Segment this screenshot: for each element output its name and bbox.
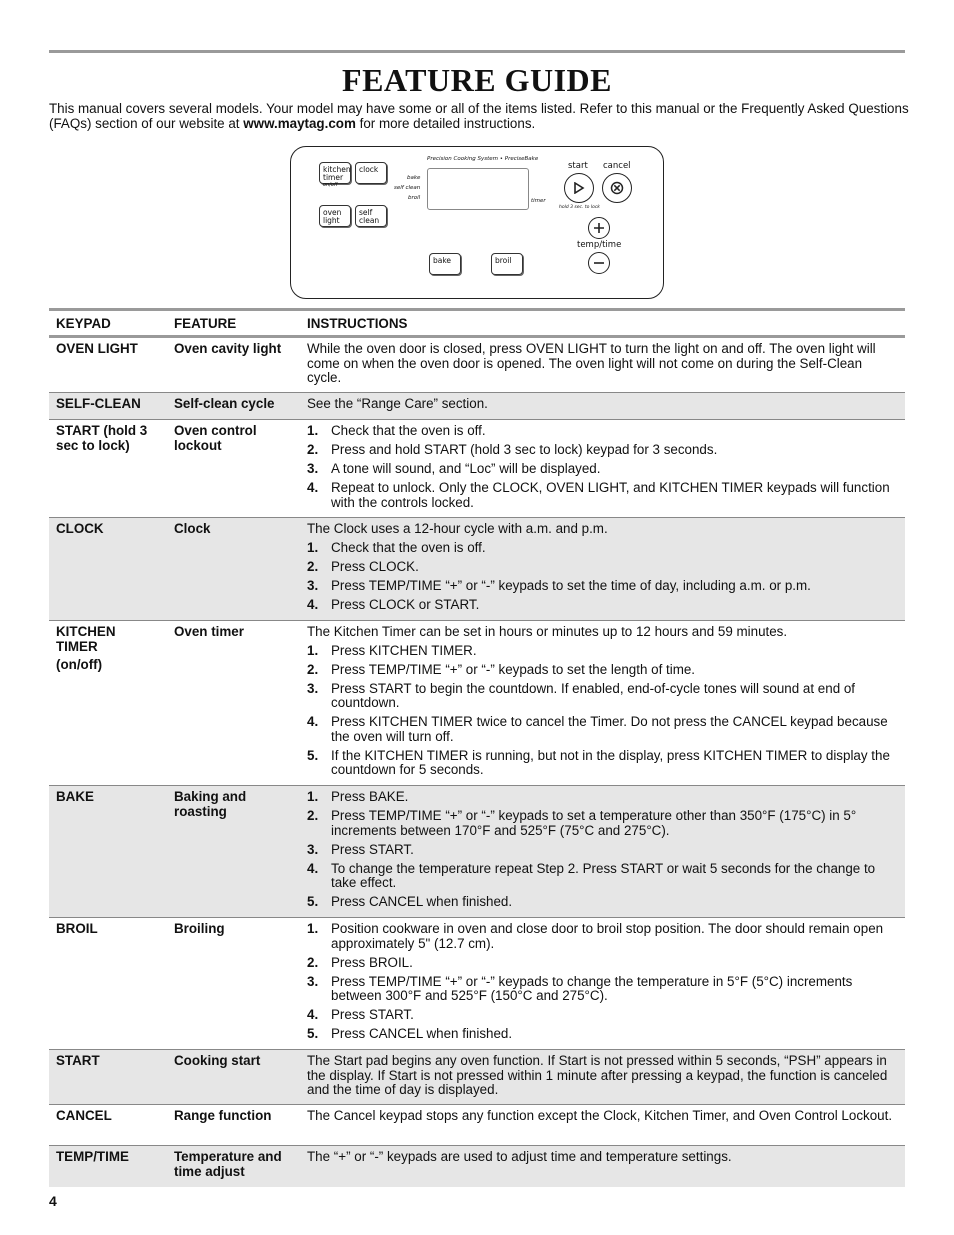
step-number: 3. [307, 841, 319, 857]
instructions-cell [307, 922, 899, 1046]
step-item [307, 424, 899, 439]
keypad-cell: BAKE [56, 789, 94, 804]
keypad-cell: CLOCK [56, 521, 104, 536]
keypad-cell: CANCEL [56, 1108, 112, 1123]
feature-cell: Clock [174, 521, 211, 536]
table-row [49, 918, 905, 1050]
keypad-cell [56, 625, 166, 673]
table-row [49, 420, 905, 518]
step-item [307, 715, 899, 744]
step-item [307, 790, 899, 805]
cancel-label: cancel [603, 161, 631, 171]
instructions-cell [307, 424, 899, 515]
temp-plus-key [588, 217, 610, 239]
temp-minus-key [588, 252, 610, 274]
step-number: 1. [307, 921, 319, 936]
step-number: 1. [307, 642, 319, 658]
step-number: 2. [307, 442, 319, 457]
temp-time-label: temp/time [577, 240, 622, 250]
step-text: Press START. [331, 1007, 414, 1022]
mode-broil-label: broil [408, 195, 421, 201]
step-number: 2. [307, 661, 319, 677]
feature-cell: Cooking start [174, 1053, 261, 1068]
mode-self-clean-label: self clean [394, 185, 421, 191]
cancel-icon [610, 181, 624, 195]
step-item [307, 644, 899, 659]
feature-cell: Oven control lockout [174, 423, 257, 453]
step-number: 3. [307, 577, 319, 593]
brand-line: Precision Cooking System • PreciseBake [427, 156, 539, 162]
step-item [307, 862, 899, 891]
step-number: 4. [307, 714, 319, 729]
minus-icon [593, 257, 605, 269]
table-row [49, 338, 905, 393]
kitchen-timer-key [319, 162, 351, 188]
feature-cell: Oven cavity light [174, 341, 282, 356]
feature-cell: Baking and roasting [174, 789, 247, 819]
instructions-cell [307, 397, 899, 416]
mode-bake-label: bake [407, 175, 421, 181]
kitchen-timer-key-sub: on/off [323, 182, 338, 188]
step-number: 4. [307, 480, 319, 495]
step-item [307, 1027, 899, 1042]
step-text: A tone will sound, and “Loc” will be displayed. [331, 461, 601, 476]
website-link: www.maytag.com [243, 115, 356, 131]
keypad-cell: BROIL [56, 921, 98, 936]
step-text: Press BAKE. [331, 789, 409, 804]
step-item [307, 922, 899, 951]
step-text: Press and hold START (hold 3 sec to lock) keypad for 3 seconds. [331, 442, 718, 457]
display-window [427, 168, 529, 210]
step-item [307, 1008, 899, 1023]
intro-text-end: for more detailed instructions. [355, 115, 536, 131]
step-number: 5. [307, 894, 319, 909]
hold-note: hold 3 sec. to lock [559, 205, 600, 210]
table-row [49, 393, 905, 420]
page-number: 4 [49, 1193, 57, 1209]
table-row [49, 1050, 905, 1105]
step-text: Press KITCHEN TIMER twice to cancel the Timer. Do not press the CANCEL keypad because the oven will turn off. [331, 714, 888, 744]
step-text: Check that the oven is off. [331, 423, 486, 438]
instruction-text: The Clock uses a 12-hour cycle with a.m. and p.m. [307, 521, 608, 536]
self-clean-key: self clean [355, 205, 387, 227]
step-item [307, 749, 899, 778]
keypad-sublabel: (on/off) [56, 657, 103, 672]
instruction-text: See the “Range Care” section. [307, 396, 488, 411]
step-text: Repeat to unlock. Only the CLOCK, OVEN LIGHT, and KITCHEN TIMER keypads will function with the controls locked. [331, 480, 890, 510]
table-row [49, 621, 905, 786]
step-item [307, 560, 899, 575]
step-text: Press CANCEL when finished. [331, 894, 513, 909]
instructions-cell [307, 522, 899, 617]
step-text: To change the temperature repeat Step 2. Press START or wait 5 seconds for the change to take effect. [331, 860, 876, 890]
feature-cell: Broiling [174, 921, 225, 936]
table-row [49, 1146, 905, 1187]
broil-key: broil [491, 253, 523, 275]
step-item [307, 443, 899, 458]
feature-table [49, 308, 905, 1187]
step-item [307, 682, 899, 711]
step-item [307, 598, 899, 613]
cancel-key [602, 173, 632, 203]
feature-cell: Self-clean cycle [174, 396, 275, 411]
step-text: Press BROIL. [331, 954, 413, 970]
intro-paragraph [49, 102, 909, 131]
oven-light-key: oven light [319, 205, 351, 227]
page-title: FEATURE GUIDE [342, 62, 612, 98]
table-header [49, 308, 905, 338]
feature-cell: Range function [174, 1108, 272, 1123]
instructions-cell [307, 342, 899, 390]
step-item [307, 975, 899, 1004]
keypad-cell: START (hold 3 sec to lock) [56, 423, 148, 453]
step-number: 2. [307, 558, 319, 574]
step-number: 2. [307, 808, 319, 823]
keypad-cell: START [56, 1053, 100, 1068]
step-text: Press CANCEL when finished. [331, 1026, 513, 1041]
step-text: Press TEMP/TIME “+” or “-” keypads to set the time of day, including a.m. or p.m. [331, 577, 811, 593]
instruction-text: The “+” or “-” keypads are used to adjust time and temperature settings. [307, 1149, 732, 1164]
step-text: Check that the oven is off. [331, 539, 486, 555]
keypad-cell: TEMP/TIME [56, 1149, 129, 1164]
step-item [307, 895, 899, 910]
clock-key: clock [355, 162, 387, 184]
table-row [49, 1105, 905, 1146]
start-key [564, 173, 594, 203]
step-text: Press CLOCK or START. [331, 596, 480, 612]
step-number: 5. [307, 1026, 319, 1041]
step-number: 2. [307, 954, 319, 970]
kitchen-timer-key-label: kitchen timer [323, 165, 351, 182]
control-panel-illustration [290, 146, 664, 299]
instructions-cell [307, 790, 899, 914]
step-number: 4. [307, 596, 319, 612]
step-text: Press KITCHEN TIMER. [331, 642, 477, 658]
step-item [307, 809, 899, 838]
header-keypad: KEYPAD [56, 316, 111, 331]
instructions-cell [307, 1150, 899, 1169]
step-number: 4. [307, 860, 319, 876]
step-text: Press TEMP/TIME “+” or “-” keypads to set a temperature other than 350°F (175°C) in 5° increments between 170°F and 525°F (75°C and 275°C). [331, 808, 857, 838]
step-number: 1. [307, 539, 319, 555]
header-instructions: INSTRUCTIONS [307, 316, 408, 331]
play-icon [573, 182, 585, 194]
step-text: Position cookware in oven and close door to broil stop position. The door should remain open approximately 5" (12.7 cm). [331, 921, 884, 951]
instructions-cell [307, 1054, 899, 1102]
step-number: 1. [307, 423, 319, 438]
step-item [307, 956, 899, 971]
step-number: 4. [307, 1007, 319, 1022]
keypad-label: KITCHEN TIMER [56, 624, 116, 654]
keypad-cell: SELF-CLEAN [56, 396, 141, 411]
instructions-cell [307, 1109, 899, 1128]
step-text: Press START to begin the countdown. If enabled, end-of-cycle tones will sound at end of countdown. [331, 680, 856, 710]
step-number: 3. [307, 461, 319, 476]
feature-cell: Oven timer [174, 624, 244, 639]
plus-icon [593, 222, 605, 234]
instructions-cell [307, 625, 899, 782]
step-text: Press CLOCK. [331, 558, 419, 574]
timer-label: timer [531, 198, 546, 204]
step-item [307, 462, 899, 477]
instruction-text: While the oven door is closed, press OVEN LIGHT to turn the light on and off. The oven light will come on when the oven door is opened. The oven light will not come on during the Self-Clean cycle. [307, 341, 876, 385]
intro-text: This manual covers several models. Your model may have some or all of the items listed. Refer to this manual or the Frequently Asked Questions (FAQs) section of our website at [49, 101, 909, 131]
step-item [307, 579, 899, 594]
start-label: start [568, 161, 588, 171]
step-number: 3. [307, 680, 319, 696]
instruction-text: The Cancel keypad stops any function except the Clock, Kitchen Timer, and Oven Control Lockout. [307, 1108, 893, 1123]
header-feature: FEATURE [174, 316, 237, 331]
step-number: 3. [307, 973, 319, 989]
step-item [307, 843, 899, 858]
step-text: Press TEMP/TIME “+” or “-” keypads to change the temperature in 5°F (5°C) increments between 300°F and 525°F (150°C and 275°C). [331, 973, 853, 1003]
step-item [307, 663, 899, 678]
step-number: 1. [307, 789, 319, 804]
table-row [49, 518, 905, 621]
step-number: 5. [307, 747, 319, 763]
step-text: Press START. [331, 841, 414, 857]
keypad-cell: OVEN LIGHT [56, 341, 138, 356]
step-item [307, 541, 899, 556]
bake-key: bake [429, 253, 461, 275]
step-text: Press TEMP/TIME “+” or “-” keypads to set the length of time. [331, 661, 696, 677]
table-row [49, 786, 905, 918]
instruction-text: The Kitchen Timer can be set in hours or minutes up to 12 hours and 59 minutes. [307, 624, 788, 639]
feature-cell: Temperature and time adjust [174, 1149, 282, 1179]
instruction-text: The Start pad begins any oven function. If Start is not pressed within 5 seconds, “PSH” appears in the display. If Start is not pressed within 1 minute after pressing a keypad, the function is canceled and the time of day is displayed. [307, 1053, 888, 1097]
step-item [307, 481, 899, 510]
top-rule [49, 50, 905, 53]
step-text: If the KITCHEN TIMER is running, but not in the display, press KITCHEN TIMER to display the countdown for 5 seconds. [331, 747, 890, 777]
